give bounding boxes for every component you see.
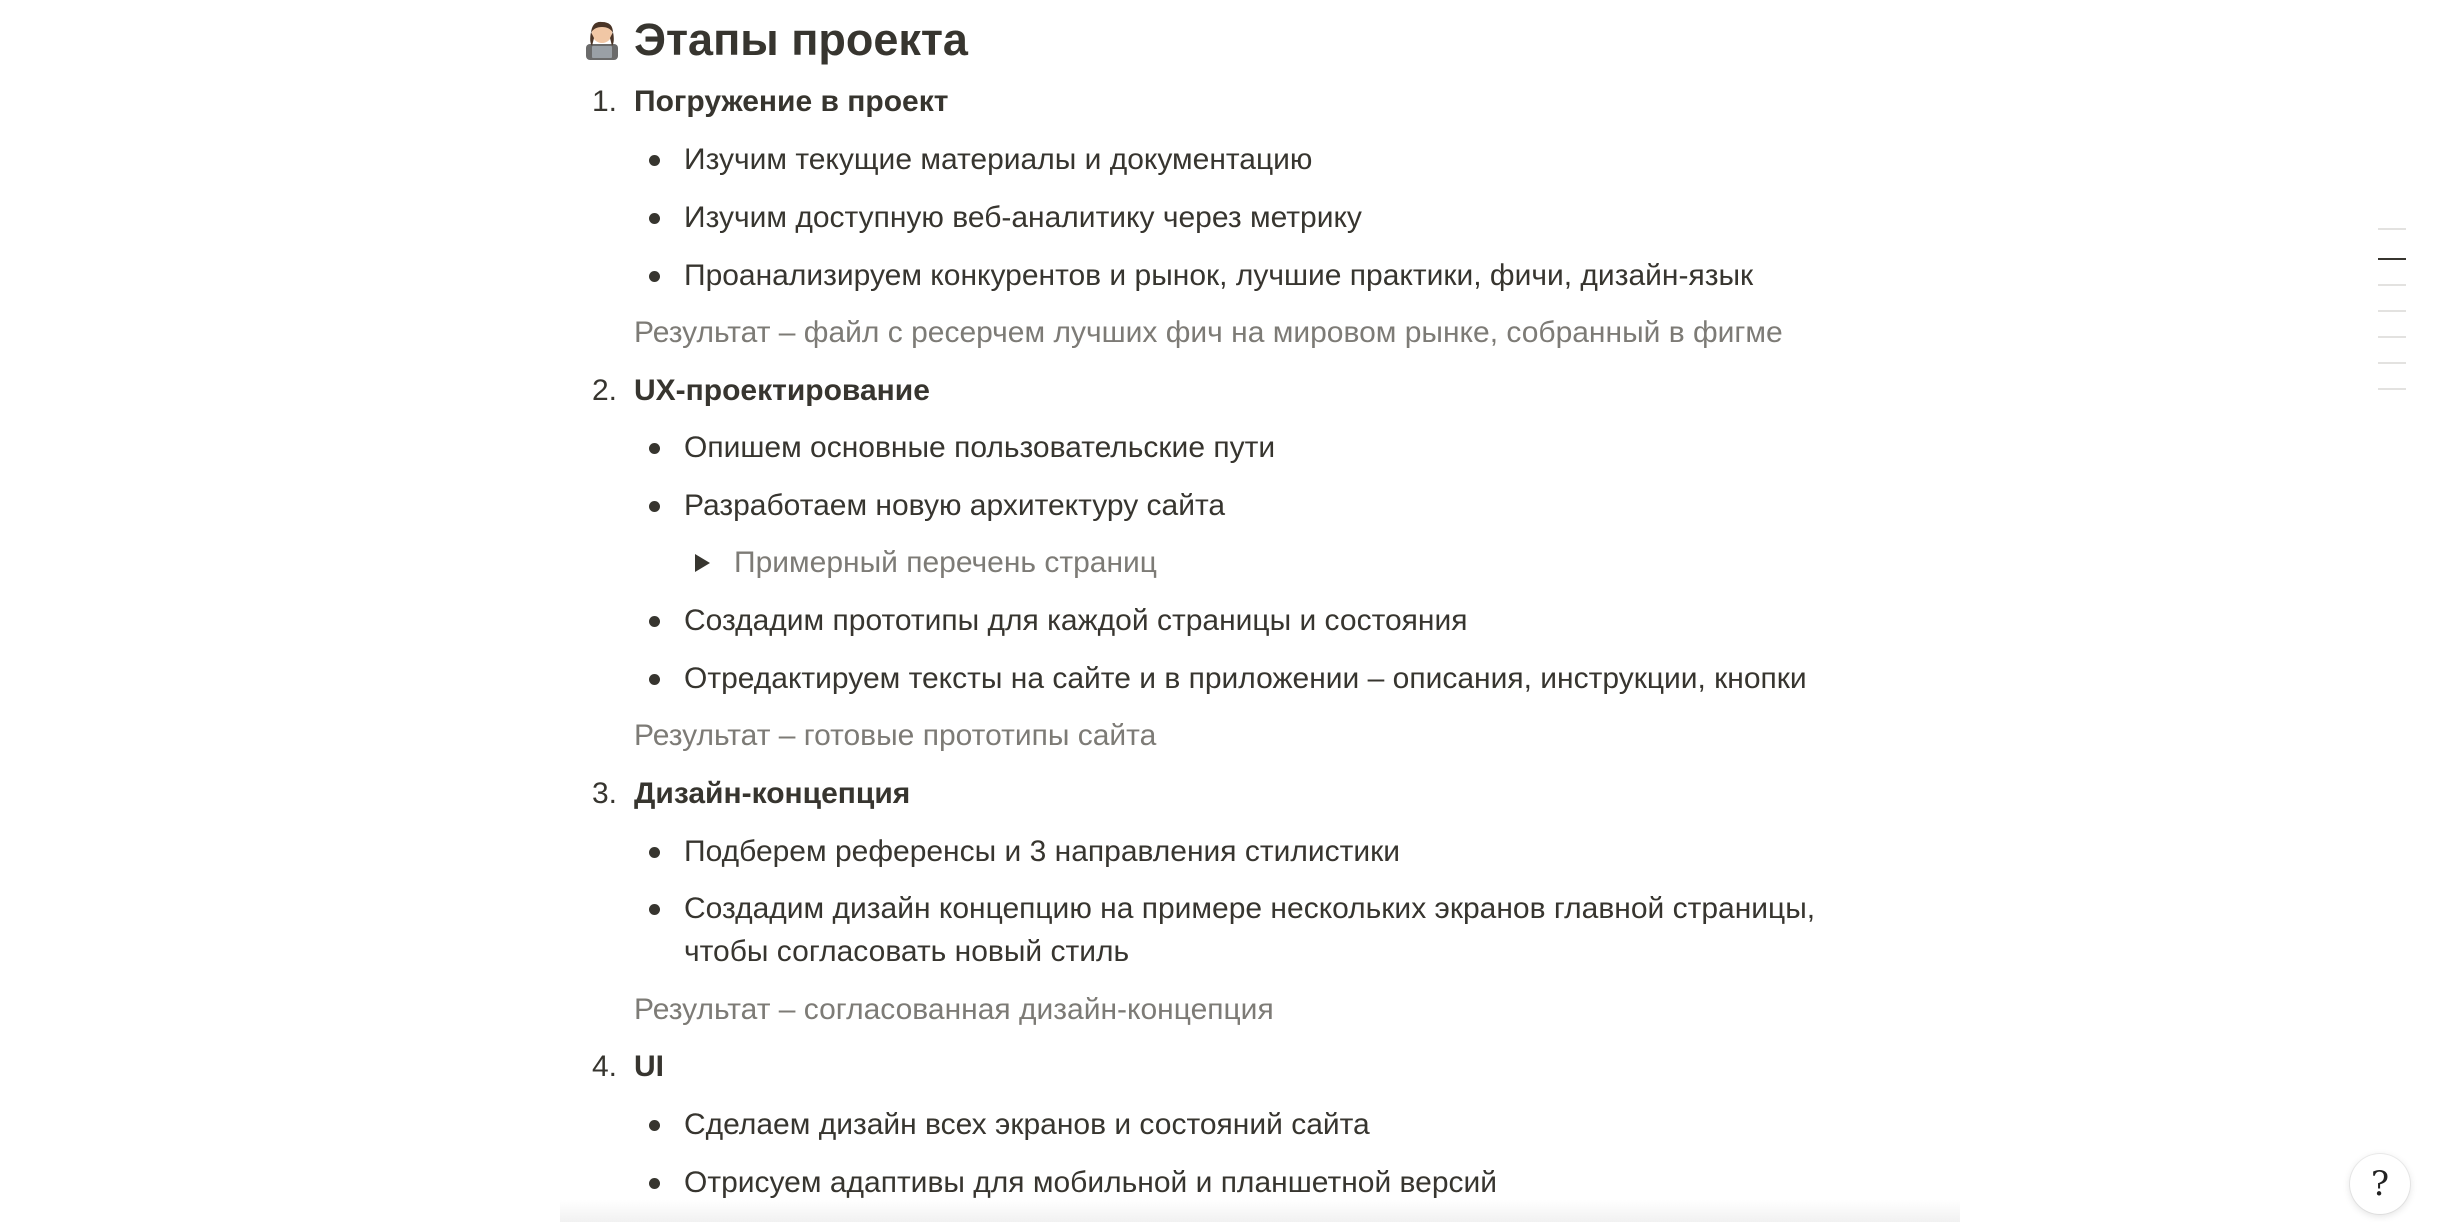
- toc-mark[interactable]: [2378, 284, 2406, 286]
- list-item-text: Создадим прототипы для каждой страницы и состояния: [684, 604, 1468, 637]
- toggle-arrow-icon[interactable]: [695, 554, 710, 572]
- list-item-text: Создадим дизайн концепцию на примере нескольких экранов главной страницы,: [684, 892, 1816, 925]
- list-item-text: Подберем референсы и 3 направления стилистики: [684, 835, 1400, 868]
- toc-mark[interactable]: [2378, 310, 2406, 312]
- bullet-icon: [649, 501, 660, 512]
- result-text: Результат – согласованная дизайн-концепция: [634, 993, 1274, 1026]
- bullet-icon: [649, 271, 660, 282]
- list-item-text: Опишем основные пользовательские пути: [684, 431, 1276, 464]
- list-item-text: Разработаем новую архитектуру сайта: [684, 489, 1226, 522]
- toggle-label[interactable]: Примерный перечень страниц: [734, 546, 1157, 579]
- bullet-icon: [649, 213, 660, 224]
- page-heading: [580, 12, 968, 68]
- bullet-icon: [649, 674, 660, 685]
- toc-mark-active[interactable]: [2378, 258, 2406, 260]
- stage-number: 2.: [592, 374, 618, 407]
- help-button[interactable]: [2350, 1154, 2410, 1214]
- stage-number: 1.: [592, 85, 618, 118]
- bullet-icon: [649, 1120, 660, 1131]
- stage-number: 3.: [592, 777, 618, 810]
- page-title: Этапы проекта: [634, 14, 968, 65]
- list-item-text: Отредактируем тексты на сайте и в приложении – описания, инструкции, кнопки: [684, 662, 1807, 695]
- bullet-icon: [649, 616, 660, 627]
- bottom-fade: [560, 1200, 1960, 1222]
- technologist-icon: [580, 18, 624, 62]
- toc-mark[interactable]: [2378, 362, 2406, 364]
- list-item-text: Изучим доступную веб-аналитику через метрику: [684, 201, 1362, 234]
- bullet-icon: [649, 155, 660, 166]
- stage-title: Погружение в проект: [634, 85, 949, 118]
- bullet-icon: [649, 847, 660, 858]
- help-icon: ?: [2370, 1164, 2390, 1204]
- stage-title: UI: [634, 1050, 664, 1083]
- list-item-text: Изучим текущие материалы и документацию: [684, 143, 1313, 176]
- bullet-icon: [649, 443, 660, 454]
- bullet-icon: [649, 904, 660, 915]
- bullet-icon: [649, 1178, 660, 1189]
- stage-title: UX-проектирование: [634, 374, 930, 407]
- list-item-text: Отрисуем адаптивы для мобильной и планшетной версий: [684, 1166, 1498, 1199]
- toc-mark[interactable]: [2378, 388, 2406, 390]
- list-item-text: Сделаем дизайн всех экранов и состояний сайта: [684, 1108, 1370, 1141]
- list-item-text: чтобы согласовать новый стиль: [684, 935, 1130, 968]
- stage-title: Дизайн-концепция: [634, 777, 911, 810]
- result-text: Результат – готовые прототипы сайта: [634, 719, 1157, 752]
- toc-mark[interactable]: [2378, 228, 2406, 230]
- result-text: Результат – файл с ресерчем лучших фич на мировом рынке, собранный в фигме: [634, 316, 1783, 349]
- list-item-text: Проанализируем конкурентов и рынок, лучшие практики, фичи, дизайн-язык: [684, 259, 1754, 292]
- toc-mark[interactable]: [2378, 336, 2406, 338]
- stage-number: 4.: [592, 1050, 618, 1083]
